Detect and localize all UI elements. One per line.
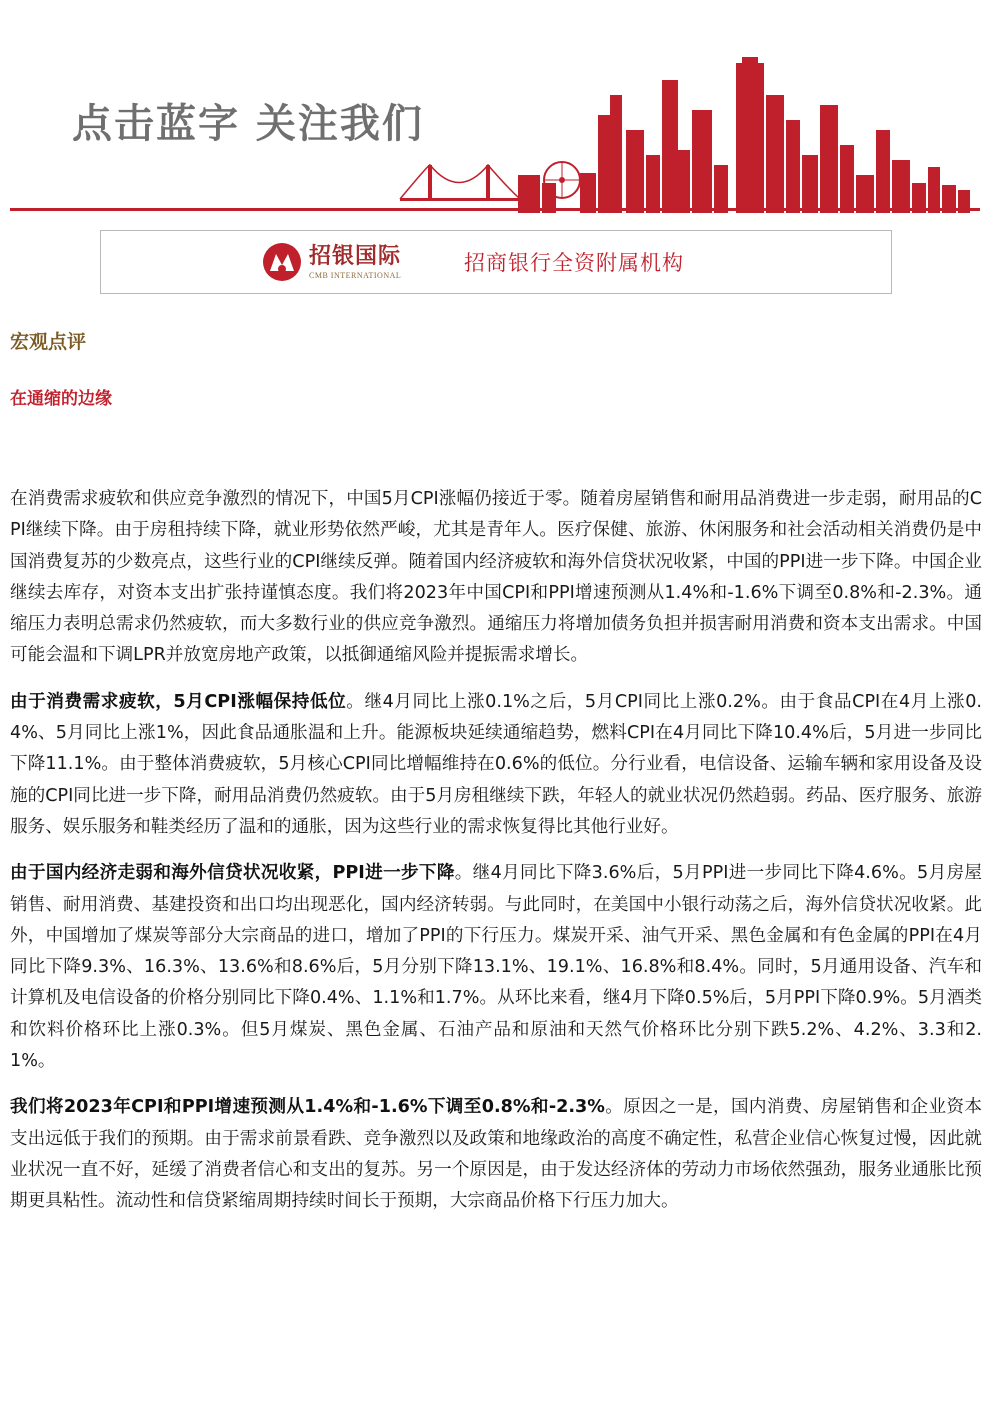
paragraph-lead: 由于国内经济走弱和海外信贷状况收紧，PPI进一步下降 [10,863,455,884]
paragraph-text: 。原因之一是，国内消费、房屋销售和企业资本支出远低于我们的预期。由于需求前景看跌、竞争激烈以及政策和地缘政治的高度不确定性，私营企业信心恢复过慢，因此就业状况一直不好，延缓了消费者信心和支出的复苏。另一个原因是，由于发达经济体的劳动力市场依然强劲，服务业通胀比预期更具粘性。流动性和信贷紧缩周期持续时间长于预期，大宗商品价格下行压力加大。 [10,1097,982,1212]
city-skyline-icon [390,55,980,213]
paragraph-text: 。继4月同比下降3.6%后，5月PPI进一步同比下降4.6%。5月房屋销售、耐用消费、基建投资和出口均出现恶化，国内经济转弱。与此同时，在美国中小银行动荡之后，海外信贷状况收紧。此外，中国增加了煤炭等部分大宗商品的进口，增加了PPI的下行压力。煤炭开采、油气开采、黑色金属和有色金属的PPI在4月同比下降9.3%、16.3%、13.6%和8.6%后，5月分别下降13.1%、19.1%、16.8%和8.4%。同时，5月通用设备、汽车和计算机及电信设备的价格分别同比下降0.4%、1.1%和1.7%。从环比来看，继4月下降0.5%后，5月PPI下降0.9%。5月酒类和饮料价格环比上涨0.3%。但5月煤炭、黑色金属、石油产品和原油和天然气价格环比分别下跌5.2%、4.2%、3.3和2.1%。 [10,863,982,1072]
report-body [10,484,982,1233]
paragraph-text: 在消费需求疲软和供应竞争激烈的情况下，中国5月CPI涨幅仍接近于零。随着房屋销售和耐用品消费进一步走弱，耐用品的CPI继续下降。由于房租持续下降，就业形势依然严峻，尤其是青年人。医疗保健、旅游、休闲服务和社会活动相关消费仍是中国消费复苏的少数亮点，这些行业的CPI继续反弹。随着国内经济疲软和海外信贷状况收紧，中国的PPI进一步下降。中国企业继续去库存，对资本支出扩张持谨慎态度。我们将2023年中国CPI和PPI增速预测从1.4%和-1.6%下调至0.8%和-2.3%。通缩压力表明总需求仍然疲软，而大多数行业的供应竞争激烈。通缩压力将增加债务负担并损害耐用消费和资本支出需求。中国可能会温和下调LPR并放宽房地产政策，以抵御通缩风险并提振需求增长。 [10,489,982,666]
paragraph-lead: 由于消费需求疲软，5月CPI涨幅保持低位 [10,691,347,712]
logo-name-en: CMB INTERNATIONAL [309,271,402,280]
paragraph-lead: 我们将2023年CPI和PPI增速预测从1.4%和-1.6%下调至0.8%和-2.3% [10,1097,605,1118]
report-title: 在通缩的边缘 [10,389,112,409]
logo-name-cn: 招银国际 [309,243,402,269]
logo-slogan: 招商银行全资附属机构 [464,251,684,275]
logo-banner [100,230,892,294]
paragraph-text: 。继4月同比上涨0.1%之后，5月CPI同比上涨0.2%。由于食品CPI在4月上涨0.4%、5月同比上涨1%，因此食品通胀温和上升。能源板块延续通缩趋势，燃料CPI在4月同比下降10.4%后，5月进一步同比下降11.1%。由于整体消费疲软，5月核心CPI同比增幅维持在0.6%的低位。分行业看，电信设备、运输车辆和家用设备及设施的CPI同比进一步下降，耐用品消费仍然疲软。由于5月房租继续下跌，年轻人的就业状况仍然趋弱。药品、医疗服务、旅游服务、娱乐服务和鞋类经历了温和的通胀，因为这些行业的需求恢复得比其他行业好。 [10,691,982,837]
banner-divider [10,208,980,211]
paragraph [10,1092,982,1217]
cmb-logo-icon [261,241,303,283]
paragraph [10,687,982,843]
paragraph [10,858,982,1077]
section-label: 宏观点评 [10,331,87,353]
paragraph [10,484,982,672]
banner-title[interactable]: 点击蓝字 关注我们 [72,101,424,147]
header-banner [0,0,992,215]
